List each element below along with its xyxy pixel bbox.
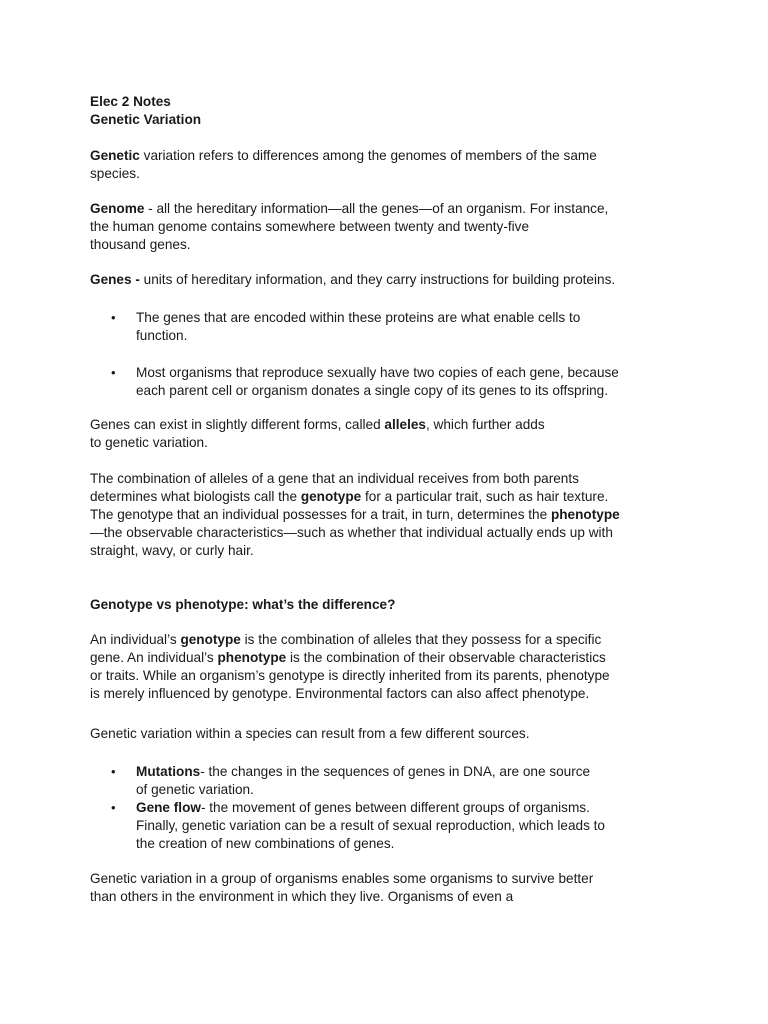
bullet-icon: •: [111, 764, 116, 779]
section-heading: Genotype vs phenotype: what’s the difference?: [90, 597, 396, 612]
paragraph-survival: Genetic variation in a group of organisms enables some organisms to survive better than others in the environment in which they live. Organisms of even a: [90, 871, 594, 904]
term-phenotype: phenotype: [550, 507, 620, 522]
list-item: • Most organisms that reproduce sexually have two copies of each gene, because each parent cell or organism donates a single copy of its genes to its offspring.: [111, 365, 619, 398]
term-phenotype: phenotype: [217, 650, 287, 665]
term-genotype: genotype: [180, 632, 241, 647]
genes-bullet-list: [90, 309, 690, 400]
list-item: • Mutations- the changes in the sequences of genes in DNA, are one source of genetic variation.: [111, 764, 591, 797]
paragraph-combination: The combination of alleles of a gene that an individual receives from both parents determines what biologists call the genotype for a particular trait, such as hair texture. The genotype that an individual possesses for a trait, in turn, determines the phenotype —the observable characteristics—such as whether that individual actually ends up with straight, wavy, or curly hair.: [90, 471, 620, 558]
sources-bullet-list: [90, 763, 690, 853]
paragraph-sources: Genetic variation within a species can result from a few different sources.: [90, 726, 530, 741]
bullet-icon: •: [111, 800, 116, 815]
paragraph-genome: Genome - all the hereditary information—all the genes—of an organism. For instance, the human genome contains somewhere between twenty and twenty-five thousand genes.: [90, 201, 609, 252]
list-item: • Gene flow- the movement of genes between different groups of organisms. Finally, genetic variation can be a result of sexual reproduction, which leads to the creation of new combinations of genes.: [111, 800, 605, 851]
list-item: • The genes that are encoded within these proteins are what enable cells to function.: [111, 310, 581, 343]
bullet-icon: •: [111, 310, 116, 325]
course-title: Elec 2 Notes: [90, 94, 171, 109]
term-alleles: alleles: [384, 417, 426, 432]
term-genes: Genes -: [90, 272, 140, 287]
term-genome: Genome: [90, 201, 145, 216]
term-gene-flow: Gene flow: [136, 800, 201, 815]
paragraph-genotype-vs-phenotype: An individual’s genotype is the combination of alleles that they possess for a specific gene. An individual’s phenotype is the combination of their observable characteristics or traits. While an organism’s genotype is directly inherited from its parents, phenotype is merely influenced by genotype. Environmental factors can also affect phenotype.: [90, 632, 610, 701]
page-title: Genetic Variation: [90, 112, 202, 127]
term-genotype: genotype: [300, 489, 362, 504]
paragraph-genes: Genes - units of hereditary information, and they carry instructions for building proteins.: [90, 272, 616, 287]
term-mutations: Mutations: [136, 764, 201, 779]
paragraph-genetic: Genetic variation refers to differences among the genomes of members of the same species.: [90, 148, 597, 181]
document-header: [90, 93, 690, 129]
paragraph-alleles: Genes can exist in slightly different forms, called alleles, which further adds to genetic variation.: [90, 417, 545, 450]
bullet-icon: •: [111, 365, 116, 380]
term-genetic: Genetic: [90, 148, 140, 163]
